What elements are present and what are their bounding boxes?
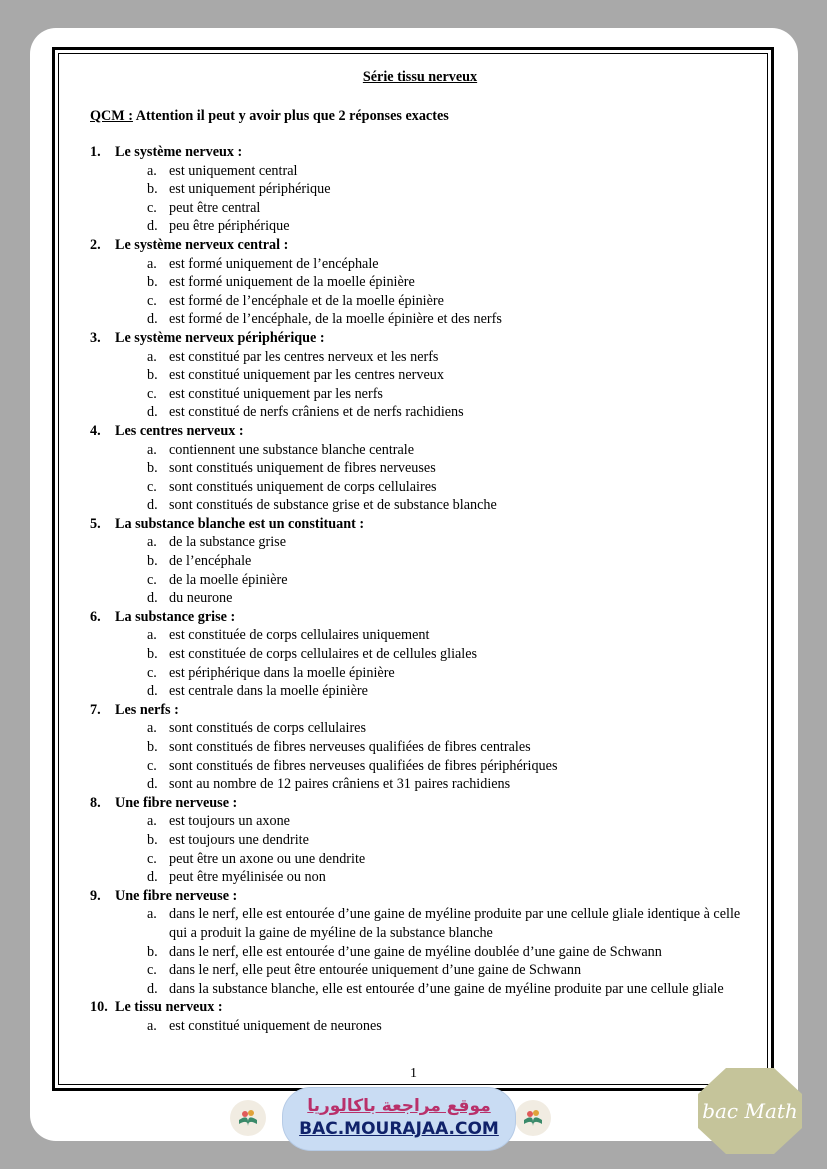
option-text: est formé de l’encéphale et de la moelle épinière	[169, 292, 444, 309]
answer-option	[90, 571, 760, 590]
option-text: est constituée de corps cellulaires uniquement	[169, 627, 430, 644]
answer-option	[90, 626, 760, 645]
option-text: sont constitués de substance grise et de substance blanche	[169, 497, 497, 514]
option-text: sont constitués uniquement de fibres nerveuses	[169, 460, 436, 477]
option-text: sont au nombre de 12 paires crâniens et 31 paires rachidiens	[169, 776, 511, 793]
question-number: 9.	[90, 887, 101, 904]
option-letter: b.	[147, 646, 158, 663]
option-text: peut être central	[169, 199, 261, 216]
question-title: Les nerfs :	[115, 701, 179, 718]
question-block	[90, 887, 760, 999]
book-icon	[230, 1100, 266, 1136]
question-number: 1.	[90, 144, 101, 160]
document-title: Série tissu nerveux	[362, 69, 478, 85]
option-letter: d.	[147, 497, 158, 514]
answer-option	[90, 292, 760, 311]
option-letter: a.	[147, 255, 157, 272]
option-letter: d.	[147, 980, 158, 997]
answer-option	[90, 719, 760, 738]
answer-option	[90, 943, 760, 962]
option-text: est constitué par les centres nerveux et les nerfs	[169, 348, 439, 365]
question-title: Le tissu nerveux :	[115, 999, 223, 1016]
answer-option	[90, 366, 760, 385]
option-text: est uniquement périphérique	[169, 181, 331, 198]
answer-option	[90, 459, 760, 478]
option-letter: c.	[147, 292, 157, 309]
option-letter: b.	[147, 274, 158, 291]
option-text: est formé uniquement de la moelle épinière	[169, 274, 415, 291]
question-block	[90, 329, 760, 422]
option-text: sont constitués de corps cellulaires	[169, 720, 366, 737]
question-title: Les centres nerveux :	[115, 422, 244, 439]
question-block	[90, 701, 760, 794]
question-block	[90, 422, 760, 515]
option-letter: d.	[147, 590, 158, 607]
option-letter: d.	[147, 404, 158, 421]
option-text: de la substance grise	[169, 534, 287, 551]
answer-option	[90, 961, 760, 980]
answer-option	[90, 478, 760, 497]
option-text: de la moelle épinière	[169, 571, 288, 588]
answer-option	[90, 775, 760, 794]
question-heading	[90, 794, 760, 813]
question-heading	[90, 701, 760, 720]
answer-option	[90, 682, 760, 701]
site-logo-left[interactable]	[230, 1100, 266, 1136]
question-heading	[90, 143, 760, 162]
question-block	[90, 515, 760, 608]
question-number: 10.	[90, 999, 108, 1016]
banner-url-link[interactable]: BAC.MOURAJAA.COM	[299, 1119, 499, 1139]
answer-option	[90, 589, 760, 608]
option-letter: a.	[147, 813, 157, 830]
question-block	[90, 794, 760, 887]
option-text: dans le nerf, elle est entourée d’une gaine de myéline doublée d’une gaine de Schwann	[169, 943, 662, 960]
option-text: est formé de l’encéphale, de la moelle épinière et des nerfs	[169, 311, 502, 328]
question-title: La substance blanche est un constituant :	[115, 515, 365, 532]
answer-option	[90, 385, 760, 404]
option-text: est centrale dans la moelle épinière	[169, 683, 368, 700]
question-heading	[90, 236, 760, 255]
option-letter: b.	[147, 460, 158, 477]
answer-option	[90, 905, 760, 942]
option-text: peut être un axone ou une dendrite	[169, 850, 366, 867]
question-block	[90, 998, 760, 1035]
answer-option	[90, 180, 760, 199]
option-text: sont constitués de fibres nerveuses qualifiées de fibres périphériques	[169, 757, 558, 774]
site-banner[interactable]	[283, 1088, 515, 1150]
question-title: Le système nerveux :	[115, 144, 243, 160]
answer-option	[90, 441, 760, 460]
question-heading	[90, 608, 760, 627]
question-block	[90, 143, 760, 236]
question-heading	[90, 515, 760, 534]
option-letter: a.	[147, 627, 157, 644]
option-text: est uniquement central	[169, 162, 298, 179]
option-text: dans le nerf, elle peut être entourée uniquement d’une gaine de Schwann	[169, 962, 582, 979]
option-letter: c.	[147, 571, 157, 588]
option-letter: b.	[147, 553, 158, 570]
question-heading	[90, 887, 760, 906]
option-letter: d.	[147, 776, 158, 793]
answer-option	[90, 162, 760, 181]
option-letter: a.	[147, 906, 157, 923]
answer-option	[90, 664, 760, 683]
page-number: 1	[410, 1066, 417, 1081]
option-text: peu être périphérique	[169, 218, 290, 235]
answer-option	[90, 757, 760, 776]
option-letter: a.	[147, 348, 157, 365]
answer-option	[90, 812, 760, 831]
option-text: de l’encéphale	[169, 553, 252, 570]
question-number: 5.	[90, 515, 101, 532]
option-text: est périphérique dans la moelle épinière	[169, 664, 395, 681]
option-letter: a.	[147, 441, 157, 458]
bacmath-logo	[696, 1066, 804, 1156]
option-letter: c.	[147, 385, 157, 402]
answer-option	[90, 850, 760, 869]
option-text: est toujours une dendrite	[169, 831, 309, 848]
answer-option	[90, 738, 760, 757]
answer-option	[90, 496, 760, 515]
answer-option	[90, 1017, 760, 1036]
option-text: est constitué uniquement par les centres nerveux	[169, 367, 444, 384]
question-title: La substance grise :	[115, 608, 236, 625]
question-number: 2.	[90, 236, 101, 253]
question-number: 4.	[90, 422, 101, 439]
document-body	[90, 66, 760, 1036]
option-letter: d.	[147, 218, 158, 235]
question-number: 6.	[90, 608, 101, 625]
option-text: peut être myélinisée ou non	[169, 869, 326, 886]
option-letter: c.	[147, 757, 157, 774]
answer-option	[90, 868, 760, 887]
question-number: 8.	[90, 794, 101, 811]
option-letter: a.	[147, 534, 157, 551]
option-text: est formé uniquement de l’encéphale	[169, 255, 379, 272]
option-letter: a.	[147, 1017, 157, 1034]
banner-arabic-link[interactable]: موقع مراجعة باكالوريا	[307, 1096, 491, 1116]
option-letter: c.	[147, 478, 157, 495]
option-text: sont constitués de fibres nerveuses qualifiées de fibres centrales	[169, 739, 531, 755]
site-logo-right[interactable]	[515, 1100, 551, 1136]
option-letter: b.	[147, 181, 158, 198]
option-letter: b.	[147, 367, 158, 384]
question-title: Une fibre nerveuse :	[115, 794, 238, 811]
answer-option	[90, 199, 760, 218]
instruction-line	[90, 105, 760, 127]
option-letter: c.	[147, 850, 157, 867]
question-list	[90, 143, 760, 1036]
question-block	[90, 608, 760, 701]
answer-option	[90, 273, 760, 292]
instruction-text: Attention il peut y avoir plus que 2 réponses exactes	[132, 108, 449, 124]
answer-option	[90, 645, 760, 664]
option-letter: b.	[147, 831, 158, 848]
question-title: Le système nerveux périphérique :	[115, 329, 325, 346]
answer-option	[90, 403, 760, 422]
question-heading	[90, 329, 760, 348]
option-text: est toujours un axone	[169, 813, 290, 830]
answer-option	[90, 980, 760, 999]
question-title: Une fibre nerveuse :	[115, 887, 238, 904]
book-icon	[515, 1100, 551, 1136]
option-letter: d.	[147, 869, 158, 886]
option-letter: b.	[147, 943, 158, 960]
answer-option	[90, 552, 760, 571]
question-number: 7.	[90, 701, 101, 718]
instruction-tag: QCM :	[90, 108, 133, 124]
answer-option	[90, 310, 760, 329]
answer-option	[90, 831, 760, 850]
question-title: Le système nerveux central :	[115, 236, 289, 253]
question-block	[90, 236, 760, 329]
option-text: est constituée de corps cellulaires et de cellules gliales	[169, 646, 478, 663]
logo-text: bac Math	[702, 1099, 798, 1123]
option-letter: d.	[147, 683, 158, 700]
option-letter: a.	[147, 162, 157, 179]
option-letter: c.	[147, 962, 157, 979]
question-heading	[90, 998, 760, 1017]
option-letter: a.	[147, 720, 157, 737]
answer-option	[90, 348, 760, 367]
question-heading	[90, 422, 760, 441]
option-text: dans la substance blanche, elle est entourée d’une gaine de myéline produite par une cellule gliale	[169, 980, 724, 997]
option-letter: b.	[147, 739, 158, 755]
answer-option	[90, 255, 760, 274]
question-number: 3.	[90, 329, 101, 346]
option-letter: c.	[147, 199, 157, 216]
option-text: sont constitués uniquement de corps cellulaires	[169, 478, 437, 495]
answer-option	[90, 217, 760, 236]
option-text: du neurone	[169, 590, 233, 607]
option-letter: d.	[147, 311, 158, 328]
option-text: est constitué uniquement par les nerfs	[169, 385, 383, 402]
option-text: dans le nerf, elle est entourée d’une gaine de myéline produite par une cellule gliale identique à celle qui a produit la gaine de myéline de la substance blanche	[169, 906, 741, 941]
answer-option	[90, 533, 760, 552]
option-text: contiennent une substance blanche centrale	[169, 441, 415, 458]
option-text: est constitué de nerfs crâniens et de nerfs rachidiens	[169, 404, 464, 421]
option-letter: c.	[147, 664, 157, 681]
option-text: est constitué uniquement de neurones	[169, 1017, 382, 1034]
